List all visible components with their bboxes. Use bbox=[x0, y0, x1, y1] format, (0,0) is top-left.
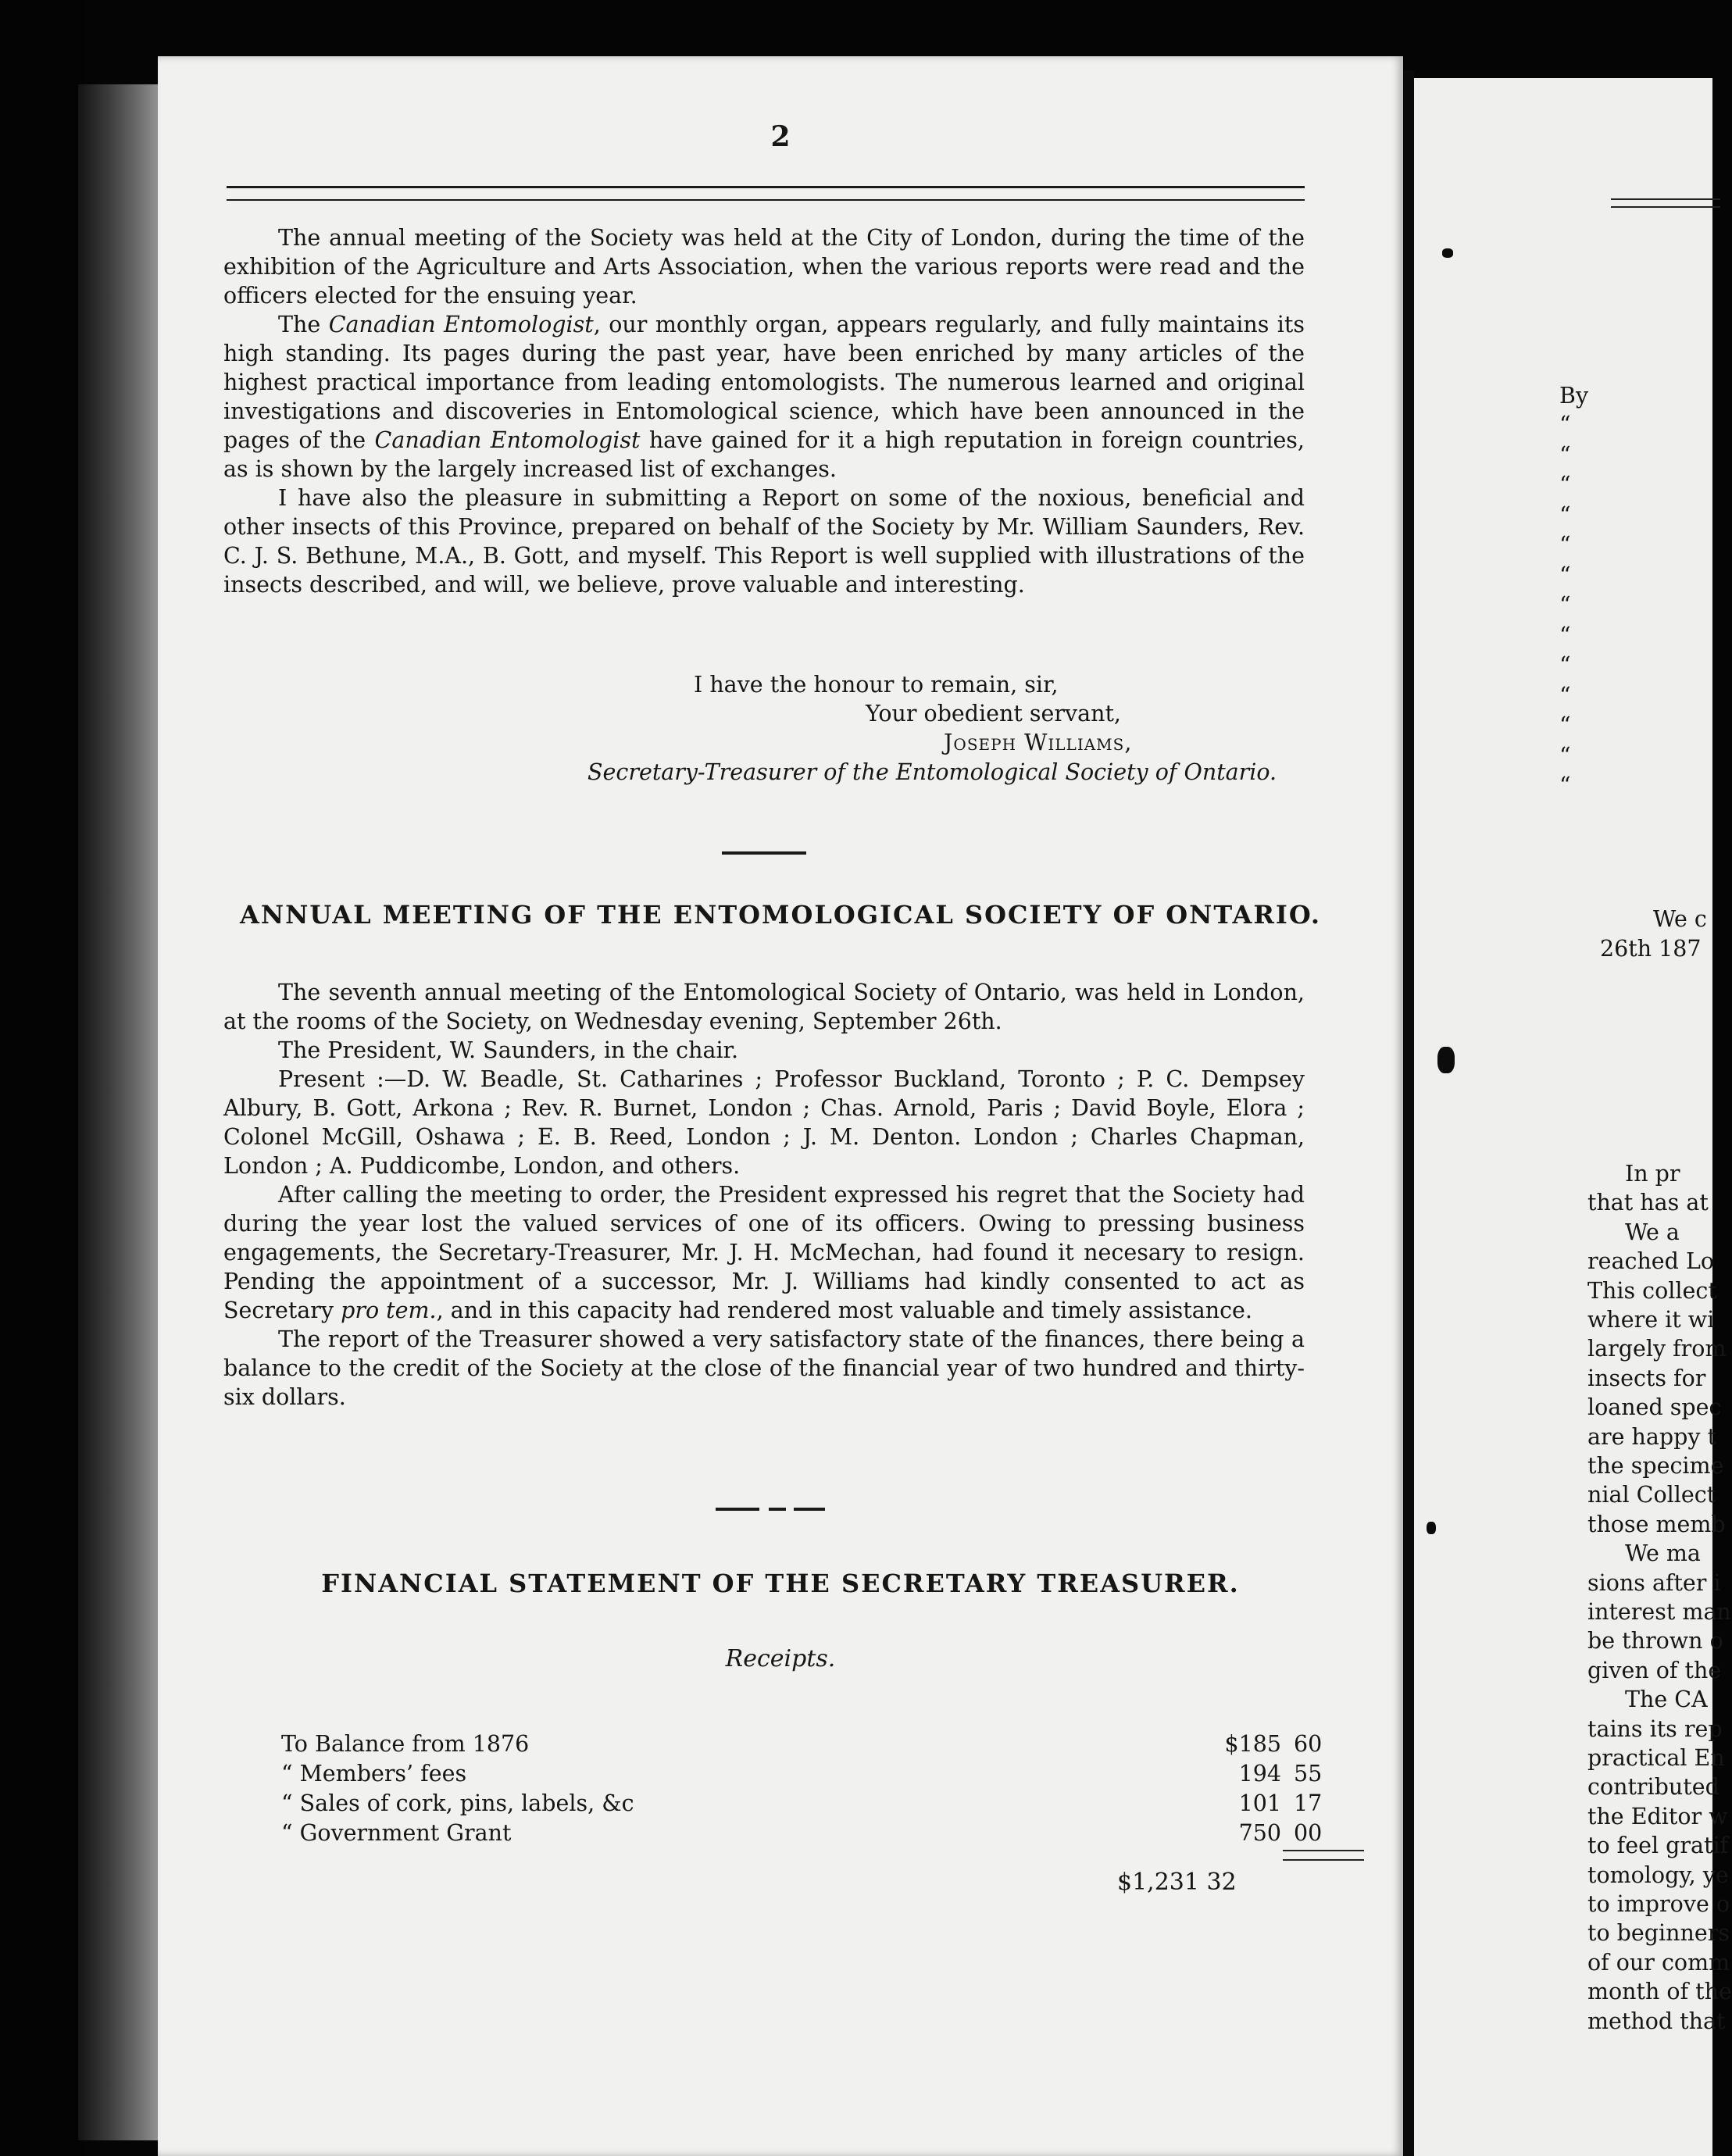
right-page-line: 26th 187 bbox=[1600, 936, 1702, 962]
row-label: “ Government Grant bbox=[281, 1820, 512, 1846]
right-page-line: those memb bbox=[1587, 1511, 1726, 1537]
paragraph bbox=[223, 1180, 1305, 1325]
italic-text: pro tem. bbox=[341, 1298, 437, 1323]
row-cents: 17 bbox=[1294, 1790, 1323, 1816]
right-page-line: the Editor w bbox=[1587, 1803, 1728, 1829]
right-page-line: “ bbox=[1559, 472, 1571, 498]
right-page-line: “ bbox=[1559, 441, 1571, 468]
right-page-line: insects for bbox=[1587, 1365, 1706, 1391]
text-run: , our monthly organ, appears regularly, and fully maintains its high standing. Its pages during the past year, have been enriched by many articles of the highest practical importance from leading entomologists. The numerous learned and original investigations and discoveries in Entomological science, which have been announced in the pages of the bbox=[223, 312, 1305, 453]
right-page-line: “ bbox=[1559, 712, 1571, 738]
document-page-left bbox=[158, 56, 1403, 2156]
right-page-line: largely from bbox=[1587, 1336, 1727, 1362]
right-page-line: “ bbox=[1559, 682, 1571, 709]
document-page-right bbox=[1414, 78, 1732, 2156]
right-page-line: We ma bbox=[1625, 1540, 1701, 1567]
right-page-line: We c bbox=[1653, 906, 1707, 932]
right-page-line: “ bbox=[1559, 622, 1571, 648]
right-page-line: tomology, ye bbox=[1587, 1862, 1729, 1888]
page-number: 2 bbox=[770, 120, 791, 153]
paragraph: The report of the Treasurer showed a very satisfactory state of the finances, there being a balance to the credit of the Society at the close of the financial year of two hundred and thirty-six dollars. bbox=[223, 1326, 1305, 1410]
right-page-line: to feel gratif bbox=[1587, 1833, 1729, 1859]
italic-title: Canadian Entomologist bbox=[374, 427, 641, 453]
annual-meeting-heading: ANNUAL MEETING OF THE ENTOMOLOGICAL SOCIETY OF ONTARIO. bbox=[239, 900, 1322, 930]
row-cents: 60 bbox=[1294, 1731, 1323, 1757]
right-page-line: “ bbox=[1559, 592, 1571, 618]
right-page-line: reached Lo bbox=[1587, 1248, 1715, 1275]
right-page-line: given of the bbox=[1587, 1657, 1722, 1683]
right-page-line: nial Collect bbox=[1587, 1482, 1716, 1508]
page-stack-edge bbox=[78, 84, 162, 2140]
scan-speck bbox=[1442, 248, 1453, 258]
row-cents: 55 bbox=[1294, 1761, 1323, 1787]
row-dollars: 194 bbox=[1238, 1761, 1281, 1787]
right-page-line: of our comm bbox=[1587, 1949, 1730, 1976]
right-page-line: “ bbox=[1559, 502, 1571, 528]
right-page-line: “ bbox=[1559, 412, 1571, 437]
right-page-line: practical En bbox=[1587, 1745, 1725, 1771]
scan-speck bbox=[1437, 1047, 1455, 1073]
right-page-line: to improve o bbox=[1587, 1891, 1730, 1917]
right-page-line: are happy t bbox=[1587, 1423, 1716, 1450]
header-rule bbox=[227, 186, 1305, 201]
right-page-line: “ bbox=[1559, 773, 1571, 798]
servant-line: Your obedient servant, bbox=[866, 701, 1121, 726]
table-row bbox=[281, 1729, 1323, 1759]
row-label: To Balance from 1876 bbox=[281, 1731, 530, 1757]
paragraph: The President, W. Saunders, in the chair. bbox=[278, 1037, 739, 1063]
right-page-line: contributed bbox=[1587, 1774, 1720, 1801]
row-dollars: 750 bbox=[1238, 1820, 1281, 1846]
letter-body bbox=[223, 223, 1305, 599]
right-page-line: that has at bbox=[1587, 1190, 1709, 1216]
scan-speck bbox=[1427, 1522, 1436, 1534]
paragraph: The annual meeting of the Society was held at the City of London, during the time of the exhibition of the Agriculture and Arts Association, when the various reports were read and the officers elected for the ensuing year. bbox=[223, 225, 1305, 309]
right-page-line: where it wi bbox=[1587, 1307, 1715, 1333]
section-divider bbox=[716, 1508, 759, 1511]
header-rule bbox=[1611, 198, 1720, 208]
receipts-table bbox=[281, 1729, 1323, 1848]
receipts-label: Receipts. bbox=[725, 1645, 836, 1672]
table-row bbox=[281, 1759, 1323, 1789]
row-dollars: 101 bbox=[1238, 1790, 1281, 1816]
table-row bbox=[281, 1789, 1323, 1819]
text-run: The bbox=[278, 312, 329, 337]
right-page-line: the specime bbox=[1587, 1453, 1724, 1479]
text-run: , and in this capacity had rendered most valuable and timely assistance. bbox=[436, 1298, 1252, 1323]
table-row bbox=[281, 1819, 1323, 1848]
section-divider bbox=[769, 1508, 786, 1511]
right-page-line: sions after i bbox=[1587, 1569, 1721, 1596]
right-page-line: “ bbox=[1559, 532, 1571, 558]
text-run: After calling the meeting to order, the President expressed his regret that the Society had during the year lost the valued services of one of its officers. Owing to pressing business engagements, the Secretary-Treasurer, Mr. J. H. McMechan, had found it necesary to resign. Pending the appointment of a successor, Mr. J. Williams had kindly consented to act as Secretary bbox=[223, 1182, 1305, 1323]
scan-background bbox=[0, 0, 86, 2156]
right-page-line: month of the bbox=[1587, 1979, 1732, 2005]
receipts-total: $1,231 32 bbox=[1117, 1869, 1237, 1896]
row-dollars: $185 bbox=[1224, 1731, 1281, 1757]
paragraph: Present :—D. W. Beadle, St. Catharines ; Professor Buckland, Toronto ; P. C. Dempsey Albury, B. Gott, Arkona ; Rev. R. Burnet, London ; Chas. Arnold, Paris ; David Boyle, Elora ; Colonel McGill, Oshawa ; E. B. Reed, London ; J. M. Denton. London ; Charles Chapman, London ; A. Puddicombe, London, and others. bbox=[223, 1066, 1305, 1179]
right-page-line: be thrown o bbox=[1587, 1628, 1723, 1654]
right-page-line: By bbox=[1559, 383, 1589, 409]
row-label: “ Sales of cork, pins, labels, &c bbox=[281, 1790, 634, 1816]
right-page-line: “ bbox=[1559, 742, 1571, 769]
right-page-line: The CA bbox=[1625, 1687, 1708, 1713]
text-run: have gained for it a high reputation in foreign countries, as is shown by the largely increased list of exchanges. bbox=[223, 427, 1305, 482]
right-page-line: We a bbox=[1625, 1219, 1680, 1245]
book-gutter bbox=[1403, 70, 1414, 2156]
closing-line: I have the honour to remain, sir, bbox=[694, 672, 1059, 698]
row-label: “ Members’ fees bbox=[281, 1761, 467, 1787]
right-page-line: “ bbox=[1559, 562, 1571, 588]
italic-title: Canadian Entomologist bbox=[328, 312, 594, 337]
right-page-line: In pr bbox=[1625, 1161, 1680, 1187]
paragraph: I have also the pleasure in submitting a Report on some of the noxious, beneficial and other insects of this Province, prepared on behalf of the Society by Mr. William Saunders, Rev. C. J. S. Bethune, M.A., B. Gott, and myself. This Report is well supplied with illustrations of the insects described, and will, we believe, prove valuable and interesting. bbox=[223, 485, 1305, 598]
paragraph bbox=[223, 310, 1305, 484]
row-cents: 00 bbox=[1294, 1820, 1323, 1846]
section-divider bbox=[722, 851, 806, 855]
right-page-line: interest man bbox=[1587, 1599, 1731, 1625]
right-page-line: loaned spec bbox=[1587, 1394, 1722, 1421]
right-page-line: This collect bbox=[1587, 1277, 1717, 1304]
right-page-line: to beginners bbox=[1587, 1920, 1730, 1947]
meeting-minutes bbox=[223, 978, 1305, 1412]
section-divider bbox=[794, 1508, 825, 1511]
signer-name: Joseph Williams, bbox=[944, 730, 1133, 755]
total-rule bbox=[1283, 1850, 1364, 1861]
signer-title: Secretary-Treasurer of the Entomological Society of Ontario. bbox=[587, 759, 1277, 785]
right-page-line: “ bbox=[1559, 652, 1571, 678]
financial-heading: FINANCIAL STATEMENT OF THE SECRETARY TREASURER. bbox=[321, 1569, 1240, 1598]
paragraph: The seventh annual meeting of the Entomological Society of Ontario, was held in London, at the rooms of the Society, on Wednesday evening, September 26th. bbox=[223, 980, 1305, 1034]
right-page-line: method that bbox=[1587, 2008, 1726, 2034]
right-page-line: tains its rep bbox=[1587, 1715, 1723, 1742]
